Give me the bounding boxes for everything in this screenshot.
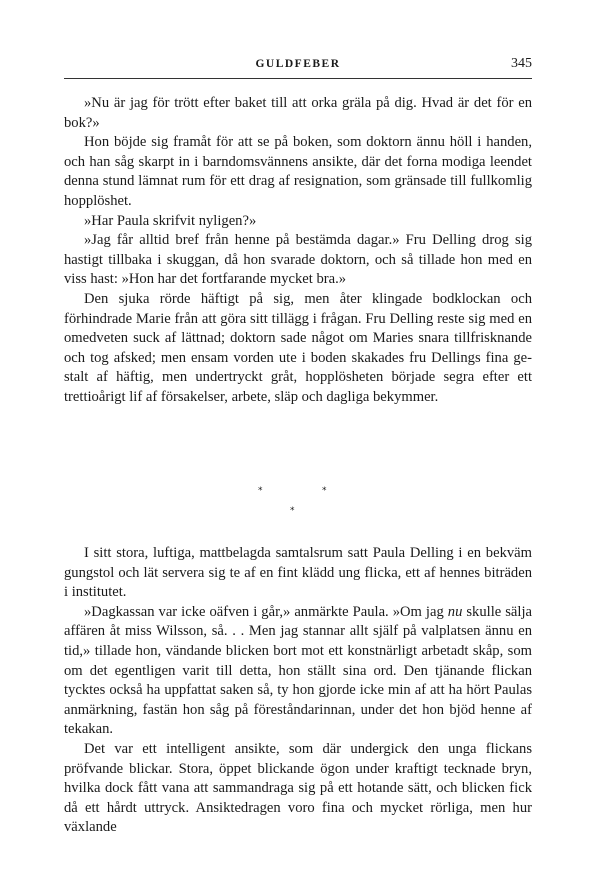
section-a-text bbox=[64, 94, 532, 408]
paragraph: »Jag får alltid bref från henne på bestämda dagar.» Fru Delling drog sig hastigt tillbaka i skuggan, då hon svarade doktorn, och så tillade hon med en viss hast: »Hon har det fortfarande mycket bra.» bbox=[64, 232, 532, 288]
header-rule bbox=[64, 78, 532, 79]
paragraph: Den sjuka rörde häftigt på sig, men åter klingade bodklockan och förhindrade Marie från att göra sitt tillägg i frågan. Fru Delling reste sig med en omedveten suck af lättnad; doktorn sade något om Maries snara tillfrisknande och tog afsked; men ensam vorden ute i boden skakades fru Dellings fina gestalt af häftig, men undertryckt gråt, hopplösheten började segra efter ett trettioårigt lif af försakelser, arbete, släp och dagliga bekymmer. bbox=[64, 290, 532, 405]
paragraph: »Har Paula skrifvit nyligen?» bbox=[84, 212, 257, 229]
separator-star: * bbox=[322, 486, 327, 496]
section-b-text bbox=[64, 544, 532, 838]
page-header bbox=[64, 56, 532, 76]
paragraph-text: »Dagkassan var icke oäfven i går,» anmärkte Paula. »Om jag bbox=[84, 603, 448, 620]
paragraph: »Nu är jag för trött efter baket till att orka gräla på dig. Hvad är det för en bok?» bbox=[64, 95, 532, 131]
emphasis: nu bbox=[447, 603, 463, 620]
paragraph-text: skulle sälja affären åt miss Wilsson, så. . . Men jag stannar allt själf på valplatsen ännu en tid,» tillade hon, vändande blicken bort mot ett konstnärligt arbetadt skåp, som om det egentligen varit till detta, hon ställt sina ord. Den tjänande flickan tycktes också ha uppfattat saken så, ty hon gjorde icke min af att ha hört Paulas anmärkning, fastän hon såg på föreståndarinnan, under det hon bjöd henne af tekakan. bbox=[64, 603, 532, 738]
separator-star: * bbox=[290, 506, 295, 516]
running-title: GULDFEBER bbox=[255, 58, 341, 70]
paragraph bbox=[64, 603, 532, 740]
separator-star: * bbox=[258, 486, 263, 496]
paragraph: Hon böjde sig framåt för att se på boken, som doktorn ännu höll i handen, och han såg skarpt in i barndomsvännens ansikte, där det forna modiga leendet denna stund lämnat rum för ett drag af resignation, som gränsade till fullkomlig hopplöshet. bbox=[64, 134, 532, 209]
paragraph: I sitt stora, luftiga, mattbelagda samtalsrum satt Paula Delling i en bekväm gungstol och lät servera sig te af en fint klädd ung flicka, ett af hennes biträden i institutet. bbox=[64, 545, 532, 601]
paragraph: Det var ett intelligent ansikte, som där undergick den unga flickans pröfvande blickar. Stora, öppet blickande ögon under kraftigt tecknade bryn, hvilka dock fått vana att sammandraga sig på ett hotande sätt, och blicken fick då ett hårdt uttryck. Ansiktedragen voro fina och mycket rörliga, men hur växlande bbox=[64, 740, 532, 836]
page-number: 345 bbox=[511, 56, 532, 71]
section-separator bbox=[64, 486, 532, 520]
